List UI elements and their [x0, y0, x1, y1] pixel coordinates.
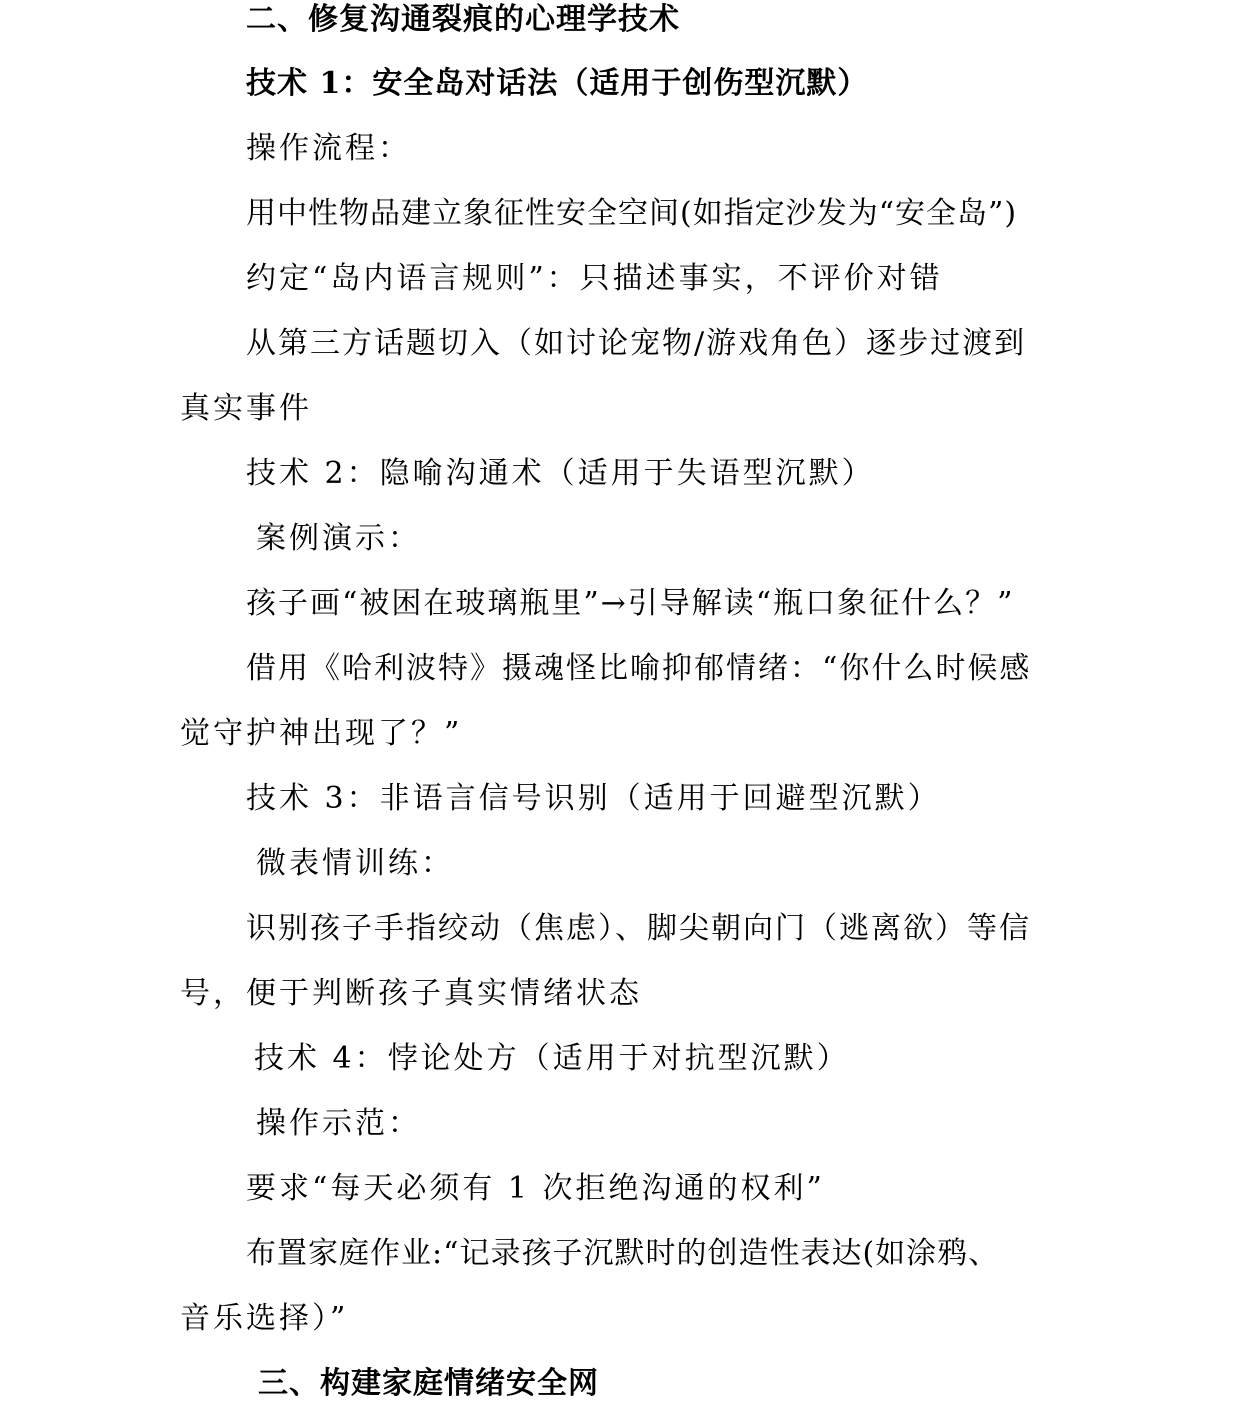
technique-3-detail-line-2: 号，便于判断孩子真实情绪状态	[180, 976, 642, 1011]
technique-1-flow-label: 操作流程：	[246, 131, 411, 166]
technique-4-step-1: 要求“每天必须有 1 次拒绝沟通的权利”	[246, 1171, 825, 1206]
technique-1-step-2: 约定“岛内语言规则”：只描述事实，不评价对错	[246, 261, 943, 296]
technique-3-title: 技术 3：非语言信号识别（适用于回避型沉默）	[246, 781, 941, 816]
section-heading-3: 三、构建家庭情绪安全网	[258, 1366, 599, 1401]
technique-2-title: 技术 2：隐喻沟通术（适用于失语型沉默）	[246, 456, 875, 491]
section-heading-2: 二、修复沟通裂痕的心理学技术	[246, 2, 680, 37]
technique-1-step-3-line-2: 真实事件	[180, 391, 312, 426]
technique-1-step-1: 用中性物品建立象征性安全空间(如指定沙发为“安全岛”)	[246, 196, 1018, 231]
technique-2-example-2-line-2: 觉守护神出现了？”	[180, 716, 463, 751]
technique-4-step-2-line-2: 音乐选择）”	[180, 1301, 349, 1336]
technique-3-training-label: 微表情训练：	[256, 846, 454, 881]
technique-2-example-2-line-1: 借用《哈利波特》摄魂怪比喻抑郁情绪：“你什么时候感	[246, 651, 1032, 686]
technique-4-title: 技术 4：悖论处方（适用于对抗型沉默）	[254, 1041, 850, 1076]
technique-4-step-2-line-1: 布置家庭作业:“记录孩子沉默时的创造性表达(如涂鸦、	[246, 1236, 1000, 1271]
technique-1-title: 技术 1：安全岛对话法（适用于创伤型沉默）	[246, 66, 869, 101]
technique-2-case-label: 案例演示：	[256, 521, 421, 556]
technique-1-step-3-line-1: 从第三方话题切入（如讨论宠物/游戏角色）逐步过渡到	[246, 326, 1027, 361]
technique-4-demo-label: 操作示范：	[256, 1106, 421, 1141]
technique-3-detail-line-1: 识别孩子手指绞动（焦虑）、脚尖朝向门（逃离欲）等信	[246, 911, 1031, 946]
technique-2-example-1: 孩子画“被困在玻璃瓶里”→引导解读“瓶口象征什么？”	[246, 586, 1015, 621]
